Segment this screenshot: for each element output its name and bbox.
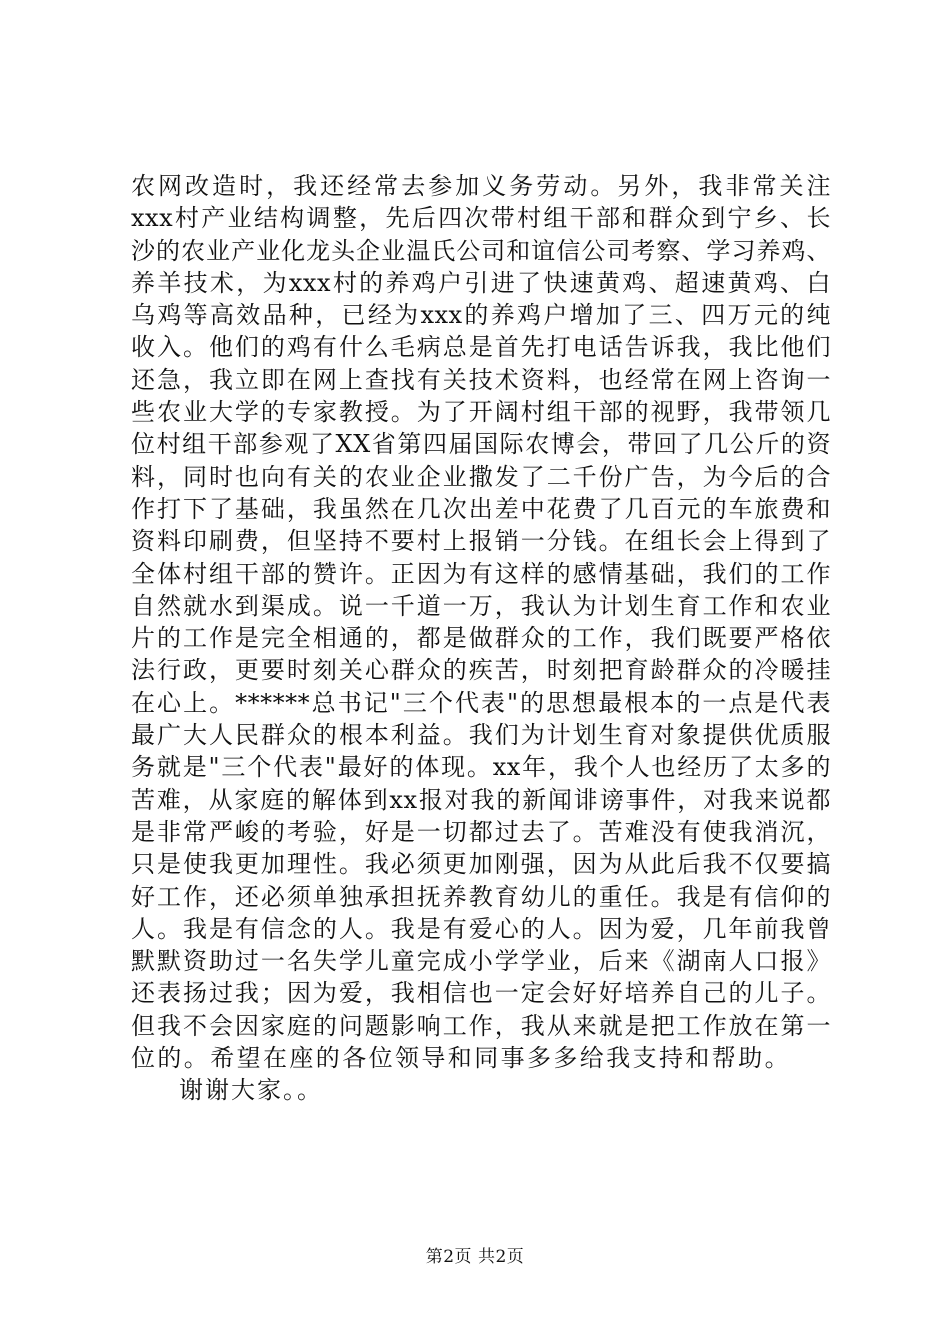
- closing-remark: 谢谢大家。。: [179, 1076, 323, 1105]
- text-line: 但我不会因家庭的问题影响工作，我从来就是把工作放在第一: [131, 1011, 831, 1040]
- text-line: 全体村组干部的赞许。正因为有这样的感情基础，我们的工作: [131, 559, 831, 588]
- text-line: 乌鸡等高效品种，已经为xxx的养鸡户增加了三、四万元的纯: [131, 301, 831, 330]
- page-footer: 第2页 共2页: [425, 1247, 525, 1267]
- text-line: 位村组干部参观了XX省第四届国际农博会，带回了几公斤的资: [131, 430, 831, 459]
- text-line: 好工作，还必须单独承担抚养教育幼儿的重任。我是有信仰的: [131, 882, 831, 911]
- text-line: 料，同时也向有关的农业企业撒发了二千份广告，为今后的合: [131, 462, 831, 491]
- text-line: 法行政，更要时刻关心群众的疾苦，时刻把育龄群众的冷暖挂: [131, 656, 831, 685]
- text-line: 养羊技术，为xxx村的养鸡户引进了快速黄鸡、超速黄鸡、白: [131, 268, 831, 297]
- text-line: 资料印刷费，但坚持不要村上报销一分钱。在组长会上得到了: [131, 527, 831, 556]
- text-line: 是非常严峻的考验，好是一切都过去了。苦难没有使我消沉，: [131, 817, 831, 846]
- text-line: 还表扬过我；因为爱，我相信也一定会好好培养自己的儿子。: [131, 979, 831, 1008]
- text-line: 苦难，从家庭的解体到xx报对我的新闻诽谤事件，对我来说都: [131, 785, 831, 814]
- text-line: 沙的农业产业化龙头企业温氏公司和谊信公司考察、学习养鸡、: [131, 236, 831, 265]
- text-line: 人。我是有信念的人。我是有爱心的人。因为爱，几年前我曾: [131, 914, 831, 943]
- text-line: 自然就水到渠成。说一千道一万，我认为计划生育工作和农业: [131, 591, 831, 620]
- text-line: 在心上。******总书记"三个代表"的思想最根本的一点是代表: [131, 688, 831, 717]
- text-line: 默默资助过一名失学儿童完成小学学业，后来《湖南人口报》: [131, 947, 831, 976]
- text-line: 作打下了基础，我虽然在几次出差中花费了几百元的车旅费和: [131, 494, 831, 523]
- text-line: 些农业大学的专家教授。为了开阔村组干部的视野，我带领几: [131, 398, 831, 427]
- text-line: 只是使我更加理性。我必须更加刚强，因为从此后我不仅要搞: [131, 850, 831, 879]
- text-line: 还急，我立即在网上查找有关技术资料，也经常在网上咨询一: [131, 365, 831, 394]
- text-line: 片的工作是完全相通的，都是做群众的工作，我们既要严格依: [131, 624, 831, 653]
- text-line: 最广大人民群众的根本利益。我们为计划生育对象提供优质服: [131, 721, 831, 750]
- text-line: 务就是"三个代表"最好的体现。xx年，我个人也经历了太多的: [131, 753, 831, 782]
- body-text: [131, 170, 831, 1107]
- text-line-paragraph-end: 位的。希望在座的各位领导和同事多多给我支持和帮助。: [131, 1044, 791, 1073]
- text-line: 农网改造时，我还经常去参加义务劳动。另外，我非常关注: [131, 172, 831, 200]
- text-line: 收入。他们的鸡有什么毛病总是首先打电话告诉我，我比他们: [131, 333, 831, 362]
- text-line: xxx村产业结构调整，先后四次带村组干部和群众到宁乡、长: [131, 204, 831, 233]
